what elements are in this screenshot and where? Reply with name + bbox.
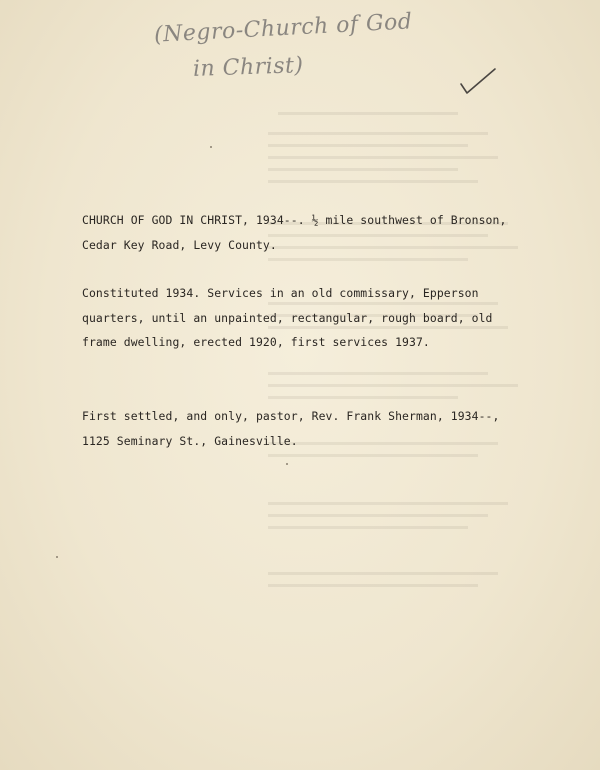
paragraph-church-name [82, 208, 506, 257]
paragraph-line: First settled, and only, pastor, Rev. Frank Sherman, 1934--, [82, 409, 500, 423]
paragraph-line: Cedar Key Road, Levy County. [82, 237, 277, 252]
paragraph-line: 1125 Seminary St., Gainesville. [82, 433, 298, 448]
paper-speck [286, 463, 288, 465]
paragraph-line: quarters, until an unpainted, rectangular, rough board, old [82, 310, 493, 325]
paper-speck [210, 146, 212, 148]
paragraph-line: CHURCH OF GOD IN CHRIST, 1934--. ½ mile southwest of Bronson, [82, 213, 507, 227]
paragraph-line: frame dwelling, erected 1920, first services 1937. [82, 335, 430, 349]
paragraph-history [82, 281, 493, 355]
paragraph-pastor [82, 404, 499, 453]
paper-speck [56, 556, 58, 558]
handwritten-note-line-1: (Negro-Church of God [153, 9, 414, 48]
handwritten-note-line-2: in Christ) [192, 53, 304, 82]
check-mark-icon [458, 66, 498, 98]
paragraph-line: Constituted 1934. Services in an old commissary, Epperson [82, 286, 479, 300]
